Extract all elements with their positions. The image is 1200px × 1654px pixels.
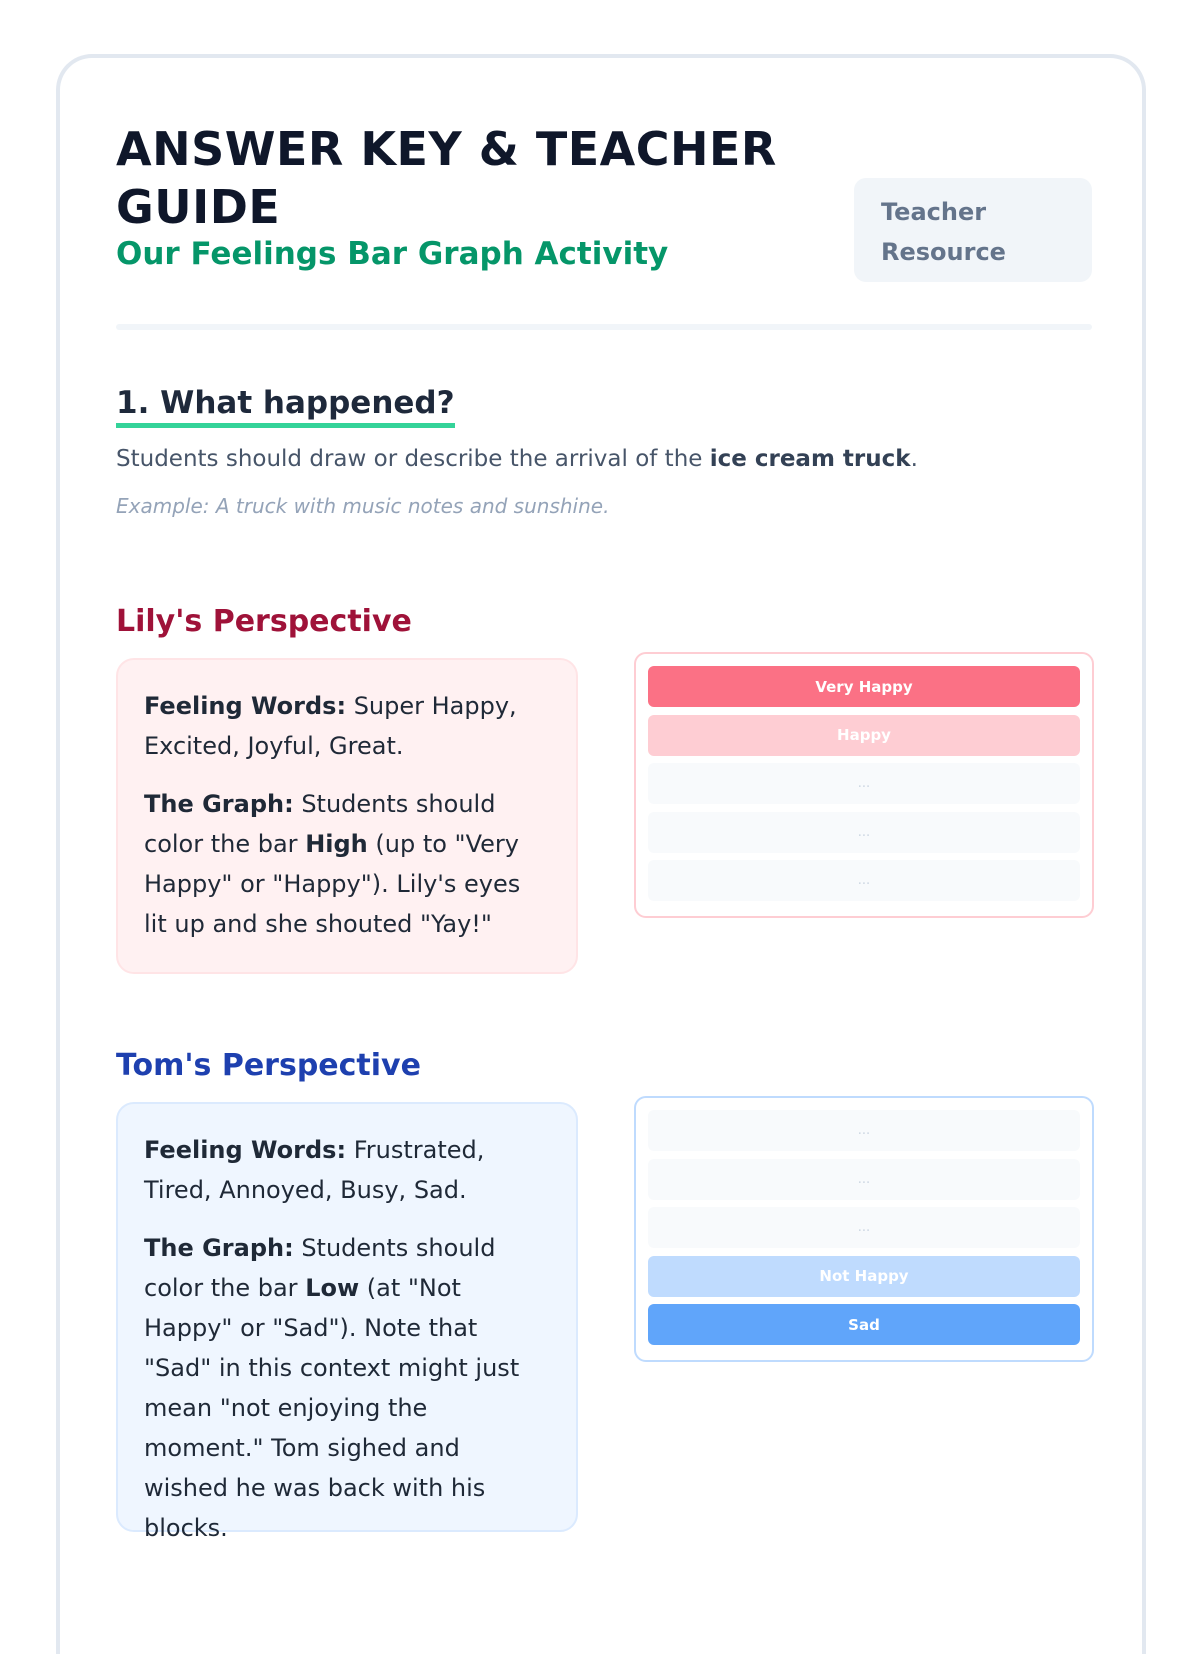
tom-bar-empty[interactable]: ... <box>648 1207 1080 1248</box>
lily-text-box <box>116 658 578 974</box>
tom-bar-empty[interactable]: ... <box>648 1159 1080 1200</box>
worksheet-card <box>56 54 1146 1654</box>
question-heading: 1. What happened? <box>116 384 455 428</box>
question-answer-text <box>116 446 918 472</box>
page-subtitle: Our Feelings Bar Graph Activity <box>116 236 669 272</box>
answer-text-end: . <box>910 446 918 472</box>
lily-bar-empty[interactable]: ... <box>648 812 1080 853</box>
tom-bar-sad[interactable]: Sad <box>648 1304 1080 1345</box>
tom-text-box <box>116 1102 578 1542</box>
tom-section-title: Tom's Perspective <box>116 1048 421 1083</box>
tom-feeling-list: Frustrated, Tired, Annoyed, Busy, Sad. <box>144 1136 485 1204</box>
lily-graph-text-1: Students should color the bar <box>144 790 496 858</box>
answer-text-start: Students should draw or describe the arrival of the <box>116 446 710 472</box>
answer-text-bold: ice cream truck <box>709 446 911 472</box>
lily-feeling-label: Feeling Words: <box>144 692 347 720</box>
tom-graph-bold: Low <box>305 1274 360 1302</box>
lily-feelings-graph <box>634 652 1094 918</box>
page-title: ANSWER KEY & TEACHER GUIDE <box>116 122 777 234</box>
lily-bar-very-happy[interactable]: Very Happy <box>648 666 1080 707</box>
tom-bar-empty[interactable]: ... <box>648 1110 1080 1151</box>
tom-feeling-label: Feeling Words: <box>144 1136 347 1164</box>
question-example: Example: A truck with music notes and sunshine. <box>116 494 610 518</box>
lily-section-title: Lily's Perspective <box>116 604 412 639</box>
lily-bar-empty[interactable]: ... <box>648 860 1080 901</box>
tom-feelings-graph <box>634 1096 1094 1362</box>
tom-graph-text-1: Students should color the bar <box>144 1234 496 1302</box>
lily-graph-instructions <box>144 784 550 944</box>
lily-graph-text-2: (up to "Very Happy" or "Happy"). Lily's eyes lit up and she shouted "Yay!" <box>144 830 521 938</box>
tom-feeling-words <box>144 1130 550 1210</box>
lily-bar-happy[interactable]: Happy <box>648 715 1080 756</box>
lily-feeling-words <box>144 686 550 766</box>
header-divider <box>116 324 1092 330</box>
lily-feeling-list: Super Happy, Excited, Joyful, Great. <box>144 692 517 760</box>
lily-bar-empty[interactable]: ... <box>648 763 1080 804</box>
tom-graph-instructions <box>144 1228 550 1548</box>
tom-graph-label: The Graph: <box>144 1234 294 1262</box>
tom-bar-not-happy[interactable]: Not Happy <box>648 1256 1080 1297</box>
lily-graph-label: The Graph: <box>144 790 294 818</box>
lily-graph-bold: High <box>305 830 368 858</box>
tom-graph-text-2: (at "Not Happy" or "Sad"). Note that "Sad" in this context might just mean "not enjoying the moment." Tom sighed and wished he was back with his blocks. <box>144 1274 520 1542</box>
teacher-resource-badge: Teacher Resource <box>854 178 1092 282</box>
